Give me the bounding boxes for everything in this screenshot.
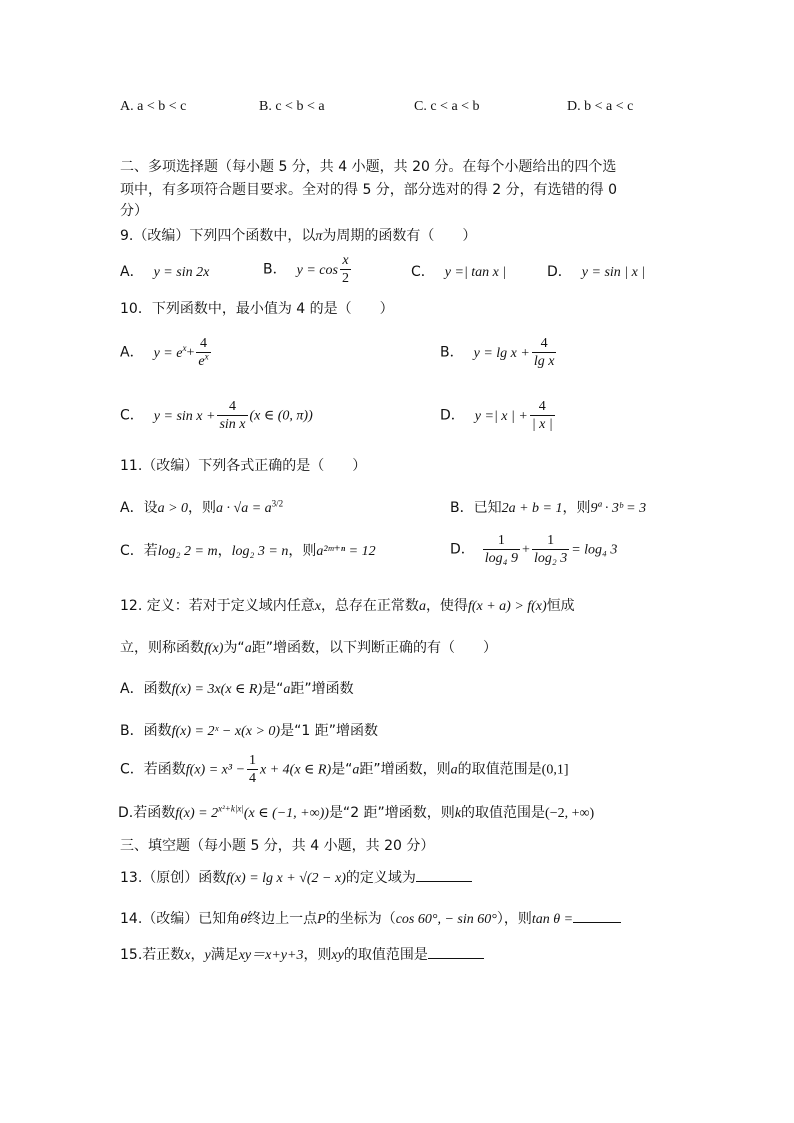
section2-heading-line2: 项中，有多项符合题目要求。全对的得 5 分，部分选对的得 2 分，有选错的得 0 (120, 182, 617, 198)
q10-option-a: A． $y = e^x+$ $\frac{4}{e^x}$ (120, 336, 209, 369)
q11-option-a: A．设a > 0，则$a \cdot √a = a^{3/2}$ (120, 498, 284, 516)
q8-option-c: C. c < a < b (414, 99, 480, 114)
q12-option-a: A．函数f(x) = 3x(x ∈ R)是“a距”增函数 (120, 681, 354, 697)
q10-d-fraction: $\frac{4}{| x |}$ (531, 399, 553, 432)
q13-answer-blank[interactable] (416, 867, 472, 882)
q11-option-b: B．已知2a + b = 1，则9ª · 3ᵇ = 3 (450, 500, 647, 516)
q12-c-fraction: $\frac{1}{4}$ (249, 753, 257, 786)
q10-a-fraction: $\frac{4}{e^x}$ (198, 336, 209, 369)
q9-option-a: A． y = sin 2x (120, 264, 210, 280)
q11-d-fraction-1: $\frac{1}{\text{log₄ 9}}$ (484, 533, 519, 566)
q11-option-d: D． $\frac{1}{\text{log₄ 9}}$ + $\frac{1}{\text{log₂ 3}}$ = log₄ 3 (450, 533, 618, 566)
q12-stem-line1: 12. 定义：若对于定义域内任意x，总存在正常数a，使得f(x + a) > f(x)恒成 (120, 598, 575, 614)
section2-heading-line3: 分） (120, 203, 148, 219)
q9-option-b: B． y = cos $\frac{x}{2}$ (263, 253, 349, 286)
q10-option-c: C． y = sin x + $\frac{4}{\text{sin x}}$ (x ∈ (0, π)) (120, 399, 313, 432)
q11-d-fraction-2: $\frac{1}{\text{log₂ 3}}$ (533, 533, 568, 566)
q11-option-c: C．若log₂ 2 = m，log₂ 3 = n，则a²ᵐ⁺ⁿ = 12 (120, 543, 376, 559)
q12-option-c: C．若函数f(x) = x³ − $\frac{1}{4}$ x + 4(x ∈ R)是“a距”增函数，则a的取值范围是(0,1] (120, 753, 569, 786)
q8-option-b: B. c < b < a (259, 99, 325, 114)
q8-option-a: A. a < b < c (120, 99, 187, 114)
q14: 14.（改编）已知角θ终边上一点P的坐标为（cos 60°, − sin 60°），则tan θ = (120, 908, 621, 930)
q12-stem-line2: 立，则称函数f(x)为“a距”增函数，以下判断正确的有（ ） (120, 640, 497, 656)
q15: 15.若正数x，y满足xy＝x+y+3，则xy的取值范围是 (120, 944, 484, 966)
q10-option-d: D． y =| x | + $\frac{4}{| x |}$ (440, 399, 553, 432)
q8-option-d: D. b < a < c (567, 99, 634, 114)
q9-b-fraction: $\frac{x}{2}$ (341, 253, 349, 286)
section3-heading: 三、填空题（每小题 5 分，共 4 小题，共 20 分） (120, 838, 435, 854)
q12-option-b: B．函数f(x) = 2ˣ − x(x > 0)是“1 距”增函数 (120, 723, 378, 739)
q9-option-c: C． y =| tan x | (411, 264, 507, 280)
q13: 13.（原创）函数f(x) = lg x + √(2 − x)的定义域为 (120, 867, 472, 889)
q10-b-fraction: $\frac{4}{\text{lg x}}$ (533, 336, 555, 369)
q10-stem: 10．下列函数中，最小值为 4 的是（ ） (120, 301, 394, 317)
q10-option-b: B． y = lg x + $\frac{4}{\text{lg x}}$ (440, 336, 555, 369)
q15-answer-blank[interactable] (428, 944, 484, 959)
q9-option-d: D． y = sin | x | (547, 264, 646, 280)
q14-answer-blank[interactable] (573, 908, 621, 923)
q11-stem: 11.（改编）下列各式正确的是（ ） (120, 458, 367, 474)
q9-stem: 9.（改编）下列四个函数中，以π为周期的函数有（ ） (120, 228, 477, 244)
q10-c-fraction: $\frac{4}{\text{sin x}}$ (219, 399, 246, 432)
q12-option-d: D.若函数$f(x) = 2^{x^2+k|x|}(x$ ∈ (−1, +∞))是“2 距”增函数，则k的取值范围是(−2, +∞) (118, 803, 595, 821)
section2-heading-line1: 二、多项选择题（每小题 5 分，共 4 小题，共 20 分。在每个小题给出的四个选 (120, 159, 617, 175)
